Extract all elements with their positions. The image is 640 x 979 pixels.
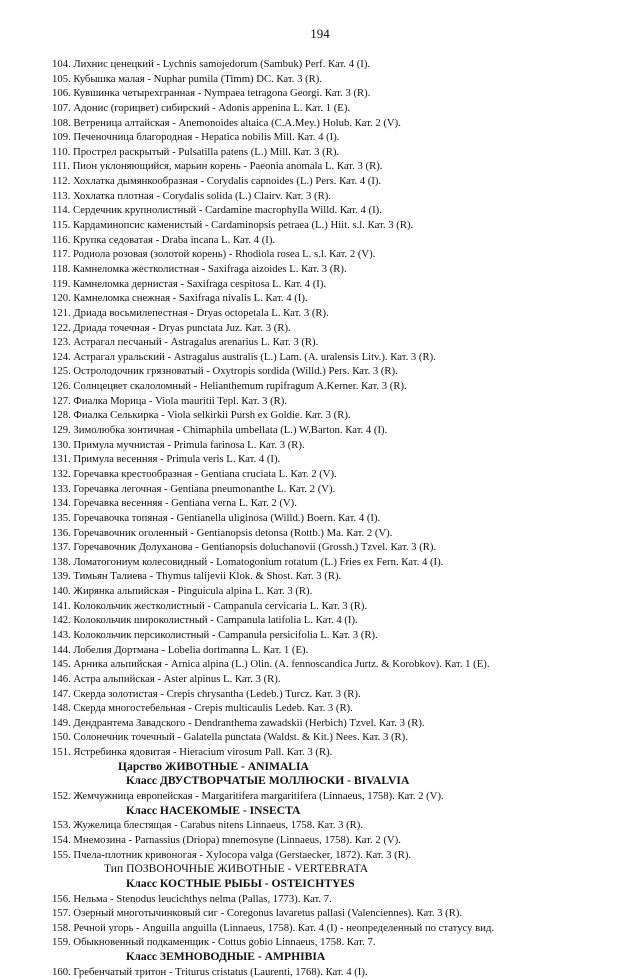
list-item: 136. Горечавочник оголенный - Gentianopsis detonsa (Rottb.) Ma. Кат. 2 (V). bbox=[52, 526, 393, 539]
list-item: 118. Камнеломка жестколистная - Saxifraga aizoides L. Кат. 3 (R). bbox=[52, 262, 347, 275]
list-item: 110. Прострел раскрытый - Pulsatilla patens (L.) Mill. Кат. 3 (R). bbox=[52, 145, 340, 158]
class-heading-osteichtyes: Класс КОСТНЫЕ РЫБЫ - OSTEICHTYES bbox=[126, 876, 355, 890]
list-item: 134. Горечавка весенняя - Gentiana verna L. Кат. 2 (V). bbox=[52, 497, 297, 510]
list-item: 132. Горечавка крестообразная - Gentiana cruciata L. Кат. 2 (V). bbox=[52, 467, 337, 480]
class-heading-insecta: Класс НАСЕКОМЫЕ - INSECTA bbox=[126, 803, 301, 817]
list-item: 123. Астрагал песчаный - Astragalus arenarius L. Кат. 3 (R). bbox=[52, 336, 319, 349]
list-item: 140. Жирянка альпийская - Pinguicula alpina L. Кат. 3 (R). bbox=[52, 585, 313, 598]
bivalvia-species-block bbox=[52, 789, 622, 804]
list-item: 127. Фиалка Морица - Viola mauritii Tepl. Кат. 3 (R). bbox=[52, 394, 288, 407]
list-item: 158. Речной угорь - Anguilla anguilla (Linnaeus, 1758). Кат. 4 (I) - неопределенный по статусу вид. bbox=[52, 921, 495, 934]
list-item: 116. Крупка седоватая - Draba incana L. Кат. 4 (I). bbox=[52, 233, 276, 246]
list-item: 124. Астрагал уральский - Astragalus australis (L.) Lam. (A. uralensis Litv.). Кат. 3 (R). bbox=[52, 350, 436, 363]
list-item: 131. Примула весенняя - Primula veris L. Кат. 4 (I). bbox=[52, 453, 281, 466]
list-item: 149. Дендрантема Завадского - Dendranthema zawadskii (Herbich) Tzvel. Кат. 3 (R). bbox=[52, 716, 425, 729]
list-item: 117. Родиола розовая (золотой корень) - Rhodiola rosea L. s.l. Кат. 2 (V). bbox=[52, 248, 376, 261]
list-item: 143. Колокольчик персиколистный - Campanula persicifolia L. Кат. 3 (R). bbox=[52, 628, 378, 641]
list-item: 137. Горечавочник Долуханова - Gentianopsis doluchanovii (Grossh.) Tzvel. Кат. 3 (R). bbox=[52, 541, 437, 554]
list-item: 144. Лобелия Дортмана - Lobelia dortmanna L. Кат. 1 (E). bbox=[52, 643, 309, 656]
species-list bbox=[52, 57, 622, 979]
class-heading-bivalvia: Класс ДВУСТВОРЧАТЫЕ МОЛЛЮСКИ - BIVALVIA bbox=[126, 774, 410, 788]
list-item: 135. Горечавочка топяная - Gentianella uliginosa (Willd.) Boern. Кат. 4 (I). bbox=[52, 511, 381, 524]
list-item: 156. Нельма - Stenodus leucichthys nelma (Pallas, 1773). Кат. 7. bbox=[52, 892, 332, 905]
list-item: 114. Сердечник крупнолистный - Cardamine macrophylla Willd. Кат. 4 (I). bbox=[52, 204, 382, 217]
list-item: 109. Печеночница благородная - Hepatica nobilis Mill. Кат. 4 (I). bbox=[52, 131, 340, 144]
kingdom-heading: Царство ЖИВОТНЫЕ - ANIMALIA bbox=[118, 759, 309, 773]
list-item: 153. Жужелица блестящая - Carabus nitens Linnaeus, 1758. Кат. 3 (R). bbox=[52, 819, 364, 832]
list-item: 151. Ястребинка ядовитая - Hieracium virosum Pall. Кат. 3 (R). bbox=[52, 746, 333, 759]
plant-species-block bbox=[52, 57, 622, 760]
amphibia-species-block bbox=[52, 965, 622, 979]
list-item: 107. Адонис (горицвет) сибирский - Adonis appenina L. Кат. 1 (E). bbox=[52, 101, 351, 114]
list-item: 122. Дриада точечная - Dryas punctata Juz. Кат. 3 (R). bbox=[52, 321, 291, 334]
list-item: 150. Солонечник точечный - Galatella punctata (Waldst. & Kit.) Nees. Кат. 3 (R). bbox=[52, 731, 408, 744]
list-item: 125. Остролодочник грязноватый - Oxytropis sordida (Willd.) Pers. Кат. 3 (R). bbox=[52, 365, 398, 378]
insecta-species-block bbox=[52, 818, 622, 862]
type-heading-vertebrata: Тип ПОЗВОНОЧНЫЕ ЖИВОТНЫЕ - VERTEBRATA bbox=[104, 862, 369, 876]
list-item: 146. Астра альпийская - Aster alpinus L. Кат. 3 (R). bbox=[52, 672, 281, 685]
list-item: 111. Пион уклоняющийся, марьин корень - Paeonia anomala L. Кат. 3 (R). bbox=[52, 160, 383, 173]
list-item: 130. Примула мучнистая - Primula farinosa L. Кат. 3 (R). bbox=[52, 438, 305, 451]
list-item: 142. Колокольчик широколистный - Campanula latifolia L. Кат. 4 (I). bbox=[52, 614, 358, 627]
list-item: 115. Кардаминопсис каменистый - Cardaminopsis petraea (L.) Hiit. s.l. Кат. 3 (R). bbox=[52, 219, 414, 232]
list-item: 148. Скерда многостебельная - Crepis multicaulis Ledeb. Кат. 3 (R). bbox=[52, 702, 353, 715]
list-item: 113. Хохлатка плотная - Corydalis solida (L.) Clairv. Кат. 3 (R). bbox=[52, 189, 331, 202]
list-item: 108. Ветреница алтайская - Anemonoides altaica (C.A.Mey.) Holub. Кат. 2 (V). bbox=[52, 116, 401, 129]
list-item: 157. Озерный многотычинковый сиг - Coregonus lavaretus pallasi (Valenciennes). Кат. 3 (R). bbox=[52, 907, 463, 920]
list-item: 133. Горечавка легочная - Gentiana pneumonanthe L. Кат. 2 (V). bbox=[52, 482, 336, 495]
class-heading-amphibia: Класс ЗЕМНОВОДНЫЕ - AMPHIBIA bbox=[126, 950, 326, 964]
list-item: 105. Кубышка малая - Nuphar pumila (Timm) DC. Кат. 3 (R). bbox=[52, 72, 323, 85]
list-item: 147. Скерда золотистая - Crepis chrysantha (Ledeb.) Turcz. Кат. 3 (R). bbox=[52, 687, 361, 700]
page-number: 194 bbox=[310, 26, 330, 41]
list-item: 138. Ломатогониум колесовидный - Lomatogonium rotatum (L.) Fries ex Fern. Кат. 4 (I). bbox=[52, 555, 444, 568]
list-item: 120. Камнеломка снежная - Saxifraga nivalis L. Кат. 4 (I). bbox=[52, 292, 308, 305]
list-item: 119. Камнеломка дернистая - Saxifraga cespitosa L. Кат. 4 (I). bbox=[52, 277, 327, 290]
list-item: 129. Зимолюбка зонтичная - Chimaphila umbellata (L.) W.Barton. Кат. 4 (I). bbox=[52, 424, 388, 437]
list-item: 155. Пчела-плотник кривоногая - Xylocopa valga (Gerstaecker, 1872). Кат. 3 (R). bbox=[52, 848, 412, 861]
list-item: 159. Обыкновенный подкаменщик - Cottus gobio Linnaeus, 1758. Кат. 7. bbox=[52, 936, 376, 949]
list-item: 139. Тимьян Талиева - Thymus talijevii Klok. & Shost. Кат. 3 (R). bbox=[52, 570, 342, 583]
list-item: 160. Гребенчатый тритон - Triturus cristatus (Laurenti, 1768). Кат. 4 (I). bbox=[52, 965, 368, 978]
list-item: 126. Солнцецвет скалоломный - Helianthemum rupifragum A.Kerner. Кат. 3 (R). bbox=[52, 380, 407, 393]
list-item: 104. Лихнис ценецкий - Lychnis samojedorum (Sambuk) Perf. Кат. 4 (I). bbox=[52, 58, 371, 70]
list-item: 121. Дриада восьмилепестная - Dryas octopetala L. Кат. 3 (R). bbox=[52, 306, 329, 319]
list-item: 152. Жемчужница европейская - Margaritifera margaritifera (Linnaeus, 1758). Кат. 2 (V). bbox=[52, 790, 444, 803]
list-item: 112. Хохлатка дымянкообразная - Corydalis capnoides (L.) Pers. Кат. 4 (I). bbox=[52, 175, 382, 188]
list-item: 154. Мнемозина - Parnassius (Driopa) mnemosyne (Linnaeus, 1758). Кат. 2 (V). bbox=[52, 833, 401, 846]
list-item: 106. Кувшинка четырехгранная - Nympaea tetragona Georgi. Кат. 3 (R). bbox=[52, 87, 371, 100]
list-item: 141. Колокольчик жестколистный - Campanula cervicaria L. Кат. 3 (R). bbox=[52, 599, 368, 612]
list-item: 145. Арника альпийская - Arnica alpina (L.) Olin. (A. fennoscandica Jurtz. & Korobkov). Кат. 1 (E). bbox=[52, 658, 490, 671]
list-item: 128. Фиалка Селькирка - Viola selkirkii Pursh ex Goldie. Кат. 3 (R). bbox=[52, 409, 351, 422]
fish-species-block bbox=[52, 892, 622, 951]
